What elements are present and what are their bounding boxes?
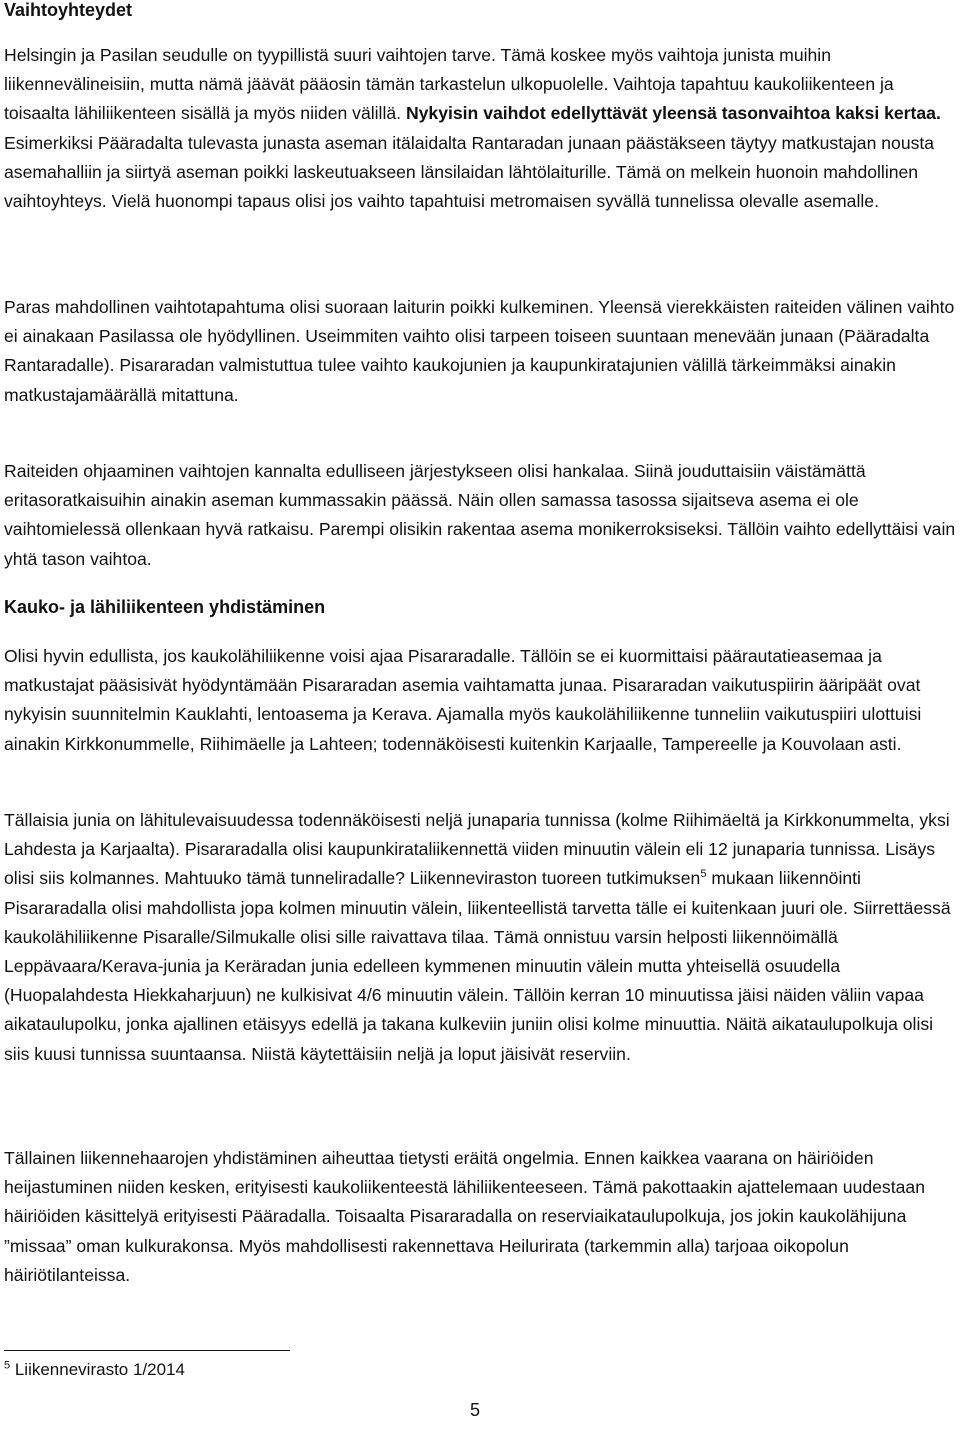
footnote-number: 5 bbox=[4, 1359, 11, 1372]
footnote-text: Liikennevirasto 1/2014 bbox=[10, 1360, 185, 1379]
paragraph-text: mukaan liikennöinti Pisararadalla olisi mahdollista jopa kolmen minuutin välein, liikenteellistä tarvetta tälle ei kuitenkaan juuri ole. Siirrettäessä kaukolähiliikenne Pisaralle/Silmukalle olisi sille raivattava tilaa. Tämä onnistuu varsin helposti liikennöimällä Leppävaara/Kerava-junia ja Keräradan junia edelleen kymmenen minuutin välein mutta yhteisellä osuudella (Huopalahdesta Hiekkaharjuun) ne kulkisivat 4/6 minuutin välein. Tällöin kerran 10 minuutissa jäisi näiden väliin vapaa aikataulupolku, jonka ajallinen etäisyys edellä ja takana kulkeviin juniin olisi kolme minuuttia. Näitä aikataulupolkuja olisi siis kuusi tunnissa suuntaansa. Niistä käytettäisiin neljä ja loput jäisivät reserviin. bbox=[4, 868, 951, 1064]
footnote-reference[interactable]: 5 bbox=[700, 868, 707, 881]
paragraph: Tällainen liikennehaarojen yhdistäminen aiheuttaa tietysti eräitä ongelmia. Ennen kaikkea vaarana on häiriöiden heijastuminen niiden kesken, erityisesti kaukoliikenteestä lähiliikenteeseen. Tämä pakottaakin ajattelemaan uudestaan häiriöiden käsittelyä erityisesti Pääradalla. Toisaalta Pisararadalla on reserviaikataulupolkuja, jos jokin kaukolähijuna ”missaa” oman kulkurakonsa. Myös mahdollisesti rakennettava Heilurirata (tarkemmin alla) tarjoaa oikopolun häiriötilanteissa. bbox=[4, 1148, 925, 1285]
paragraph-text: Tällaisia junia on lähitulevaisuudessa todennäköisesti neljä junaparia tunnissa (kolme Riihimäeltä ja Kirkkonummelta, yksi Lahdesta ja Karjaalta). Pisararadalla olisi kaupunkirataliikennettä viiden minuutin välein eli 12 junaparia tunnissa. Lisäys olisi siis kolmannes. Mahtuuko tämä tunneliradalle? Liikenneviraston tuoreen tutkimuksen bbox=[4, 810, 950, 889]
section-heading-vaihtoyhteydet: Vaihtoyhteydet bbox=[4, 0, 133, 20]
footnote bbox=[4, 1358, 185, 1382]
section-heading-kauko-ja-lahiliikenne: Kauko- ja lähiliikenteen yhdistäminen bbox=[4, 597, 326, 617]
paragraph: Olisi hyvin edullista, jos kaukolähiliikenne voisi ajaa Pisararadalle. Tällöin se ei kuormittaisi päärautatieasemaa ja matkustajat pääsisivät hyödyntämään Pisararadan asemia vaihtamatta junaa. Pisararadan vaikutuspiirin ääripäät ovat nykyisin suunnitelmin Kauklahti, lentoasema ja Kerava. Ajamalla myös kaukolähiliikenne tunneliin vaikutuspiiri ulottuisi ainakin Kirkkonummelle, Riihimäelle ja Lahteen; todennäköisesti kuitenkin Karjaalle, Tampereelle ja Kouvolaan asti. bbox=[4, 646, 922, 754]
bold-statement: Nykyisin vaihdot edellyttävät yleensä tasonvaihtoa kaksi kertaa. bbox=[405, 103, 941, 124]
paragraph: Paras mahdollinen vaihtotapahtuma olisi suoraan laiturin poikki kulkeminen. Yleensä vierekkäisten raiteiden välinen vaihto ei ainakaan Pasilassa ole hyödyllinen. Useimmiten vaihto olisi tarpeen toiseen suuntaan menevään junaan (Pääradalta Rantaradalle). Pisararadan valmistuttua tulee vaihto kaukojunien ja kaupunkiratajunien välillä tärkeimmäksi ainakin matkustajamäärällä mitattuna. bbox=[4, 297, 955, 405]
paragraph bbox=[4, 806, 956, 1069]
paragraph bbox=[4, 41, 956, 216]
page-number: 5 bbox=[470, 1400, 481, 1420]
paragraph: Raiteiden ohjaaminen vaihtojen kannalta edulliseen järjestykseen olisi hankalaa. Siinä jouduttaisiin väistämättä eritasoratkaisuihin ainakin aseman kummassakin päässä. Näin ollen samassa tasossa sijaitseva asema ei ole vaihtomielessä ollenkaan hyvä ratkaisu. Parempi olisikin rakentaa asema monikerroksiseksi. Tällöin vaihto edellyttäisi vain yhtä tason vaihtoa. bbox=[4, 461, 956, 569]
paragraph-text: Helsingin ja Pasilan seudulle on tyypillistä suuri vaihtojen tarve. Tämä koskee myös vaihtoja junista muihin liikennevälineisiin, mutta nämä jäävät pääosin tämän tarkastelun ulkopuolelle. Vaihtoja tapahtuu kaukoliikenteen ja toisaalta lähiliikenteen sisällä ja myös niiden välillä. bbox=[4, 45, 894, 124]
footnote-divider bbox=[4, 1350, 290, 1351]
paragraph-text: Esimerkiksi Pääradalta tulevasta junasta aseman itälaidalta Rantaradan junaan päästäkseen täytyy matkustajan nousta asemahalliin ja siirtyä aseman poikki laskeutuakseen länsilaidan lähtölaiturille. Tämä on melkein huonoin mahdollinen vaihtoyhteys. Vielä huonompi tapaus olisi jos vaihto tapahtuisi metromaisen syvällä tunnelissa olevalle asemalle. bbox=[4, 132, 935, 212]
